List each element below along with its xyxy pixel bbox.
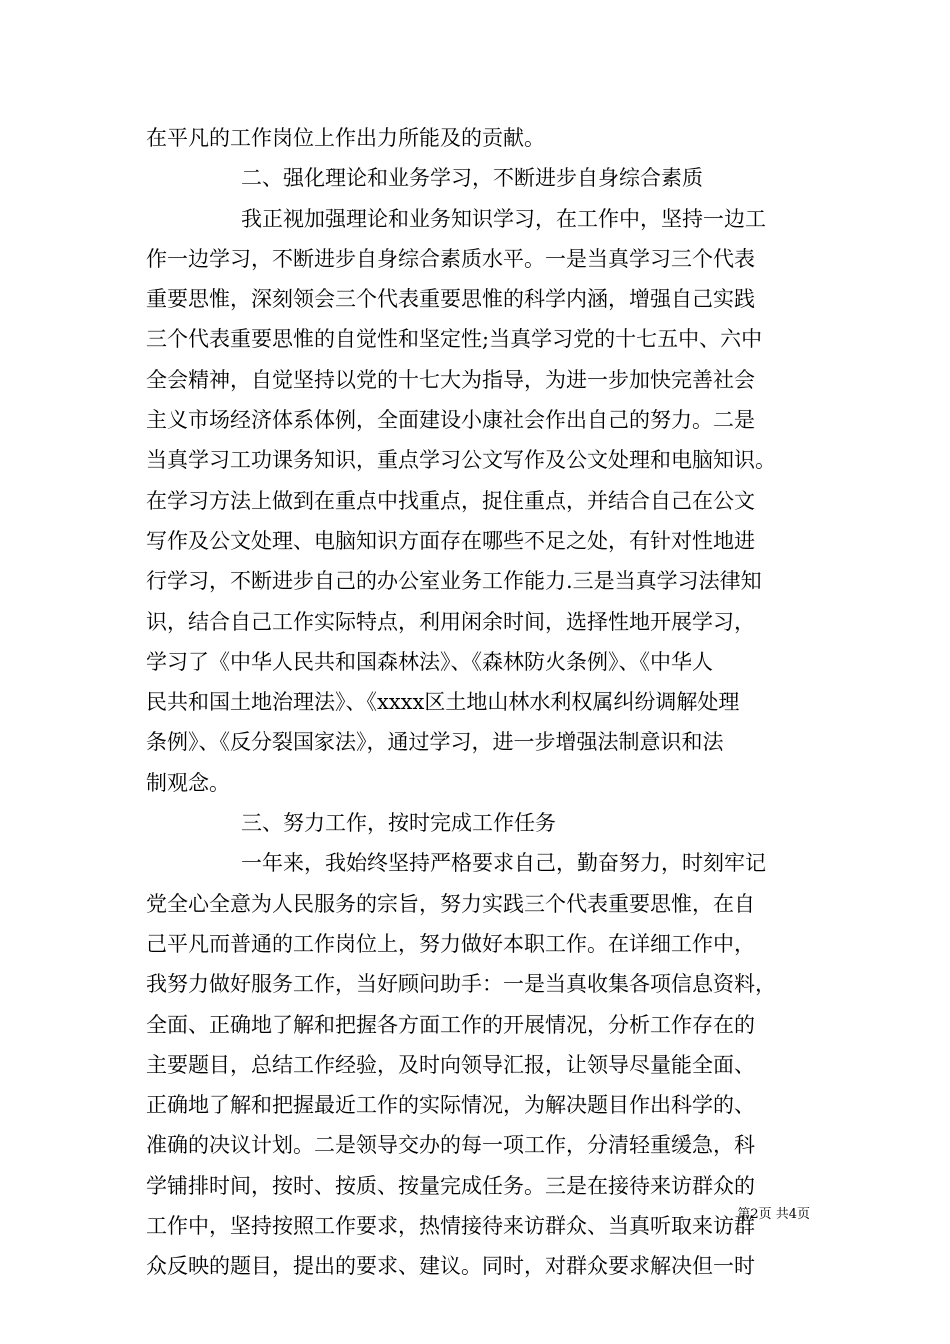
paragraph-line: 写作及公文处理、电脑知识方面存在哪些不足之处，有针对性地进 — [146, 528, 755, 553]
paragraph-line: 主要题目，总结工作经验，及时向领导汇报，让领导尽量能全面、 — [146, 1052, 755, 1077]
paragraph-line: 己平凡而普通的工作岗位上，努力做好本职工作。在详细工作中， — [146, 931, 755, 956]
paragraph-line: 三个代表重要思惟的自觉性和坚定性;当真学习党的十七五中、六中 — [146, 327, 763, 352]
paragraph-line: 当真学习工功课务知识，重点学习公文写作及公文处理和电脑知识。 — [146, 448, 776, 473]
paragraph-line: 在学习方法上做到在重点中找重点，捉住重点，并结合自己在公文 — [146, 488, 755, 513]
paragraph-line: 在平凡的工作岗位上作出力所能及的贡献。 — [146, 126, 545, 150]
paragraph-line: 全面、正确地了解和把握各方面工作的开展情况，分析工作存在的 — [146, 1012, 755, 1037]
paragraph-line: 党全心全意为人民服务的宗旨，努力实践三个代表重要思惟，在自 — [146, 891, 755, 916]
paragraph-line: 正确地了解和把握最近工作的实际情况，为解决题目作出科学的、 — [146, 1093, 755, 1118]
paragraph-line: 行学习，不断进步自己的办公室业务工作能力.三是当真学习法律知 — [146, 569, 762, 594]
paragraph-line: 重要思惟，深刻领会三个代表重要思惟的科学内涵，增强自己实践 — [146, 287, 755, 312]
paragraph-line: 众反映的题目，提出的要求、建议。同时，对群众要求解决但一时 — [146, 1254, 755, 1279]
body-text — [146, 118, 810, 1287]
paragraph-line: 学习了《中华人民共和国森林法》、《森林防火条例》、《中华人 — [146, 649, 713, 674]
paragraph-line: 全会精神，自觉坚持以党的十七大为指导，为进一步加快完善社会 — [146, 367, 755, 392]
paragraph-line: 条例》、《反分裂国家法》，通过学习，进一步增强法制意识和法 — [146, 730, 724, 755]
page-number-footer: 第2页 共4页 — [737, 1207, 810, 1222]
paragraph-line: 我正视加强理论和业务知识学习，在工作中，坚持一边工 — [241, 206, 766, 231]
paragraph-line: 学铺排时间，按时、按质、按量完成任务。三是在接待来访群众的 — [146, 1173, 755, 1198]
paragraph-line: 准确的决议计划。二是领导交办的每一项工作，分清轻重缓急，科 — [146, 1133, 755, 1158]
paragraph-line: 我努力做好服务工作，当好顾问助手：一是当真收集各项信息资料， — [146, 972, 776, 997]
paragraph-line: 主义市场经济体系体例，全面建设小康社会作出自己的努力。二是 — [146, 408, 755, 433]
paragraph-line: 一年来，我始终坚持严格要求自己，勤奋努力，时刻牢记 — [241, 851, 766, 876]
paragraph-line: 作一边学习，不断进步自身综合素质水平。一是当真学习三个代表 — [146, 246, 755, 271]
paragraph-line: 制观念。 — [146, 770, 230, 795]
paragraph-line: 工作中，坚持按照工作要求，热情接待来访群众、当真听取来访群 — [146, 1214, 755, 1239]
paragraph-line: 识，结合自己工作实际特点，利用闲余时间，选择性地开展学习， — [146, 609, 755, 634]
paragraph-line: 民共和国土地治理法》、《xxxx区土地山林水利权属纠纷调解处理 — [146, 690, 740, 715]
section-heading: 三、努力工作，按时完成工作任务 — [241, 811, 556, 836]
section-heading: 二、强化理论和业务学习，不断进步自身综合素质 — [241, 166, 703, 191]
